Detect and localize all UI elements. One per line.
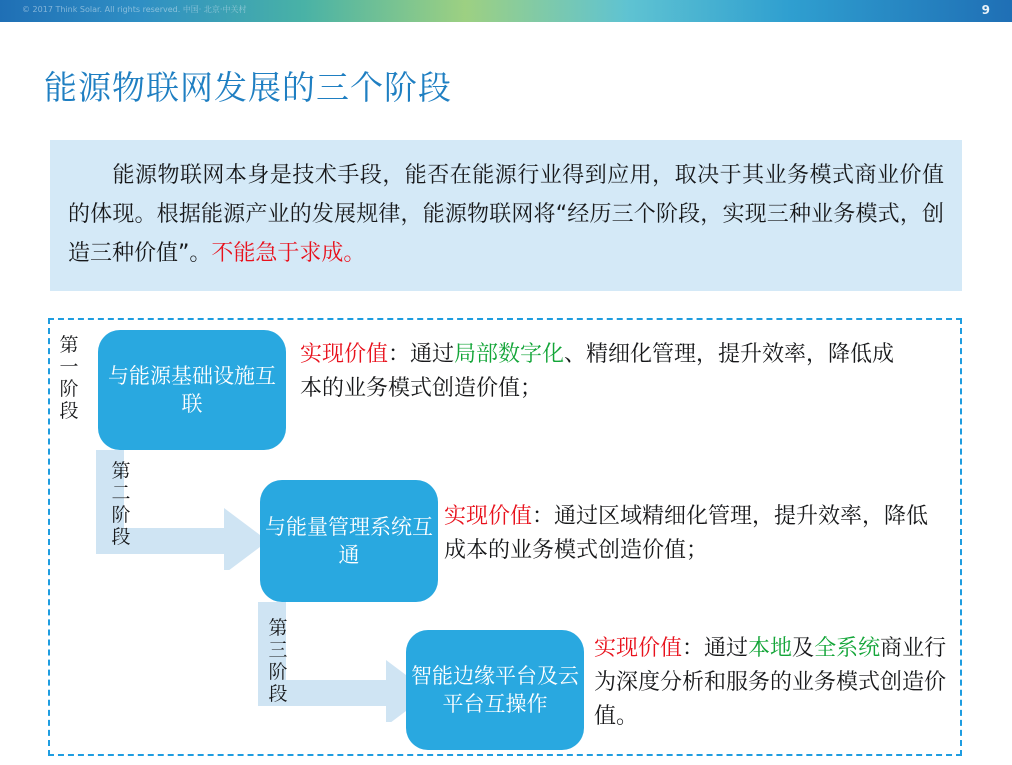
stage-desc-2 bbox=[444, 500, 944, 568]
stage-desc-3 bbox=[594, 632, 954, 734]
stage-box-1-label: 与能源基础设施互联 bbox=[108, 363, 276, 416]
stage-box-3-label: 智能边缘平台及云平台互操作 bbox=[411, 663, 579, 716]
stage-3-desc-prefix: ：通过 bbox=[682, 636, 749, 661]
copyright-text: © 2017 Think Solar. All rights reserved. 中国· 北京·中关村 bbox=[22, 5, 247, 14]
stage-box-3 bbox=[406, 630, 584, 750]
stage-3-desc-suffix: 商业行为深度分析和服务的业务模式创造价值。 bbox=[594, 636, 947, 730]
slide-top-bar bbox=[0, 0, 1012, 22]
stage-label-3: 第三阶段 bbox=[268, 617, 288, 706]
stage-3-desc-highlight2: 全系统 bbox=[814, 636, 881, 661]
stage-label-1: 第一阶段 bbox=[59, 334, 79, 423]
page-number: 9 bbox=[981, 3, 990, 17]
page-title: 能源物联网发展的三个阶段 bbox=[44, 68, 452, 107]
stage-3-desc-mid: 及 bbox=[792, 636, 815, 661]
stage-label-2: 第二阶段 bbox=[111, 460, 131, 549]
stage-1-desc-suffix: 、精细化管理，提升效率，降低成本的业务模式创造价值； bbox=[300, 342, 895, 402]
intro-highlight: 不能急于求成。 bbox=[211, 241, 366, 267]
stage-box-2-label: 与能量管理系统互通 bbox=[265, 514, 433, 567]
stage-desc-1 bbox=[300, 338, 900, 406]
stage-3-desc-highlight: 本地 bbox=[748, 636, 793, 661]
intro-text: 能源物联网本身是技术手段，能否在能源行业得到应用，取决于其业务模式商业价值的体现。根据能源产业的发展规律，能源物联网将“经历三个阶段，实现三种业务模式，创造三种价值”。 bbox=[68, 163, 944, 267]
stage-1-value-title: 实现价值 bbox=[300, 342, 389, 367]
stage-box-1 bbox=[98, 330, 286, 450]
stage-3-value-title: 实现价值 bbox=[594, 636, 683, 661]
stage-1-desc-prefix: ：通过 bbox=[388, 342, 455, 367]
stage-2-desc-prefix: ：通过区域精细化管理，提升效率，降低成本的业务模式创造价值； bbox=[444, 504, 929, 564]
intro-paragraph-box bbox=[50, 140, 962, 291]
stage-2-value-title: 实现价值 bbox=[444, 504, 533, 529]
stage-box-2 bbox=[260, 480, 438, 602]
stage-1-desc-highlight: 局部数字化 bbox=[454, 342, 565, 367]
